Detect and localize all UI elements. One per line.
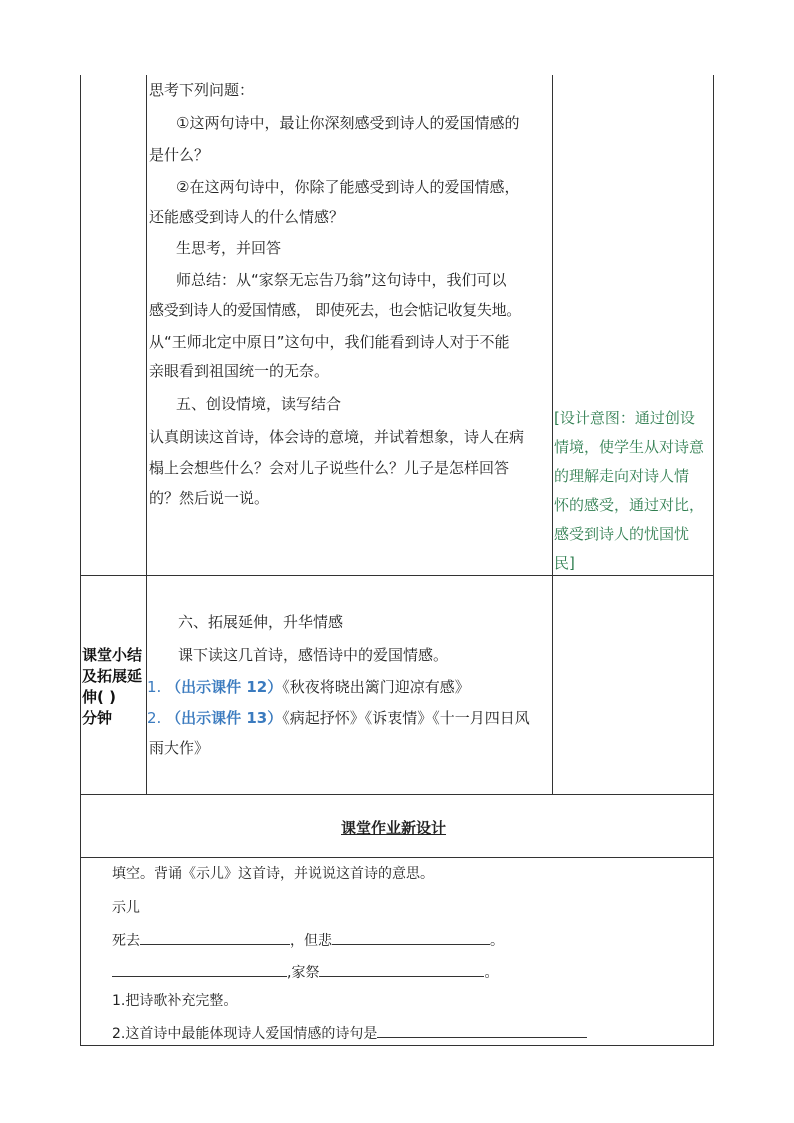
design-intent-line: 感受到诗人的忧国忧 xyxy=(554,525,690,543)
question-2 xyxy=(112,1022,587,1044)
design-intent-line: [设计意图：通过创设 xyxy=(554,409,695,427)
fill-line-1 xyxy=(112,929,504,951)
poem-item-2 xyxy=(147,708,530,728)
row-label-line: 及拓展延 xyxy=(82,667,143,685)
row-divider-3 xyxy=(80,857,714,858)
row-divider-2 xyxy=(80,794,714,795)
lesson-line: 从“王师北定中原日”这句中，我们能看到诗人对于不能 xyxy=(149,333,510,351)
question-1: 1.把诗歌补充完整。 xyxy=(112,993,238,1009)
fill-text: ,家祭 xyxy=(287,965,320,981)
poem-item-number: 1. xyxy=(147,678,162,696)
design-intent-line: 的理解走向对诗人情 xyxy=(554,467,690,485)
answer-blank[interactable] xyxy=(140,929,290,945)
poem-title: 示儿 xyxy=(112,900,140,916)
homework-instruction: 填空。背诵《示儿》这首诗，并说说这首诗的意思。 xyxy=(112,866,434,882)
row-label-line: 课堂小结 xyxy=(82,646,143,664)
lesson-line: 师总结：从“家祭无忘告乃翁”这句诗中，我们可以 xyxy=(176,271,507,289)
fill-text: ，但悲 xyxy=(290,933,332,949)
homework-title: 课堂作业新设计 xyxy=(341,819,447,837)
fill-text: 。 xyxy=(490,933,504,949)
lesson-line: 的？然后说一说。 xyxy=(149,489,270,507)
poem-title-text: 《病起抒怀》《诉衷情》《十一月四日风 xyxy=(282,709,530,727)
answer-blank[interactable] xyxy=(319,961,484,977)
lesson-line: 还能感受到诗人的什么情感？ xyxy=(149,208,345,226)
answer-blank[interactable] xyxy=(112,961,287,977)
design-intent-line: 情境，使学生从对诗意 xyxy=(554,438,705,456)
poem-item-number: 2. xyxy=(147,709,162,727)
column-divider-notes xyxy=(552,75,553,794)
poem-item-1 xyxy=(147,677,470,697)
lesson-line: 榻上会想些什么？会对儿子说些什么？儿子是怎样回答 xyxy=(149,459,510,477)
lesson-line: 生思考，并回答 xyxy=(176,239,282,257)
poem-title-text: 《秋夜将晓出篱门迎凉有感》 xyxy=(282,678,470,696)
summary-intro: 课下读这几首诗，感悟诗中的爱国情感。 xyxy=(178,646,449,664)
section-heading-six: 六、拓展延伸，升华情感 xyxy=(178,613,344,631)
lesson-line: 亲眼看到祖国统一的无奈。 xyxy=(149,362,330,380)
design-intent-line: 民] xyxy=(554,554,575,572)
fill-line-2 xyxy=(112,961,498,983)
row-divider-1 xyxy=(80,575,714,576)
row-label-line: 分钟 xyxy=(82,709,113,727)
table-border-bottom xyxy=(80,1045,714,1046)
lesson-line: 认真朗读这首诗，体会诗的意境，并试着想象，诗人在病 xyxy=(149,428,525,446)
fill-text: 死去 xyxy=(112,933,140,949)
poem-item-2-continued: 雨大作》 xyxy=(149,739,210,757)
lesson-line: ②在这两句诗中，你除了能感受到诗人的爱国情感， xyxy=(176,178,520,196)
table-border-left xyxy=(80,75,81,1045)
question-2-text: 2.这首诗中最能体现诗人爱国情感的诗句是 xyxy=(112,1026,378,1042)
courseware-ref: （出示课件 12） xyxy=(166,678,283,696)
lesson-line: ①这两句诗中，最让你深刻感受到诗人的爱国情感的 xyxy=(176,114,520,132)
section-heading-five: 五、创设情境，读写结合 xyxy=(176,395,342,413)
row-label-line: 伸( ) xyxy=(82,688,116,706)
lesson-line: 思考下列问题： xyxy=(149,81,255,99)
lesson-line: 感受到诗人的爱国情感， 即使死去，也会惦记收复失地。 xyxy=(149,301,521,319)
courseware-ref: （出示课件 13） xyxy=(166,709,283,727)
answer-blank[interactable] xyxy=(377,1022,587,1038)
fill-text: 。 xyxy=(484,965,499,981)
lesson-line: 是什么？ xyxy=(149,146,210,164)
answer-blank[interactable] xyxy=(332,929,490,945)
design-intent-line: 怀的感受，通过对比， xyxy=(554,496,705,514)
table-border-right xyxy=(713,75,714,1045)
